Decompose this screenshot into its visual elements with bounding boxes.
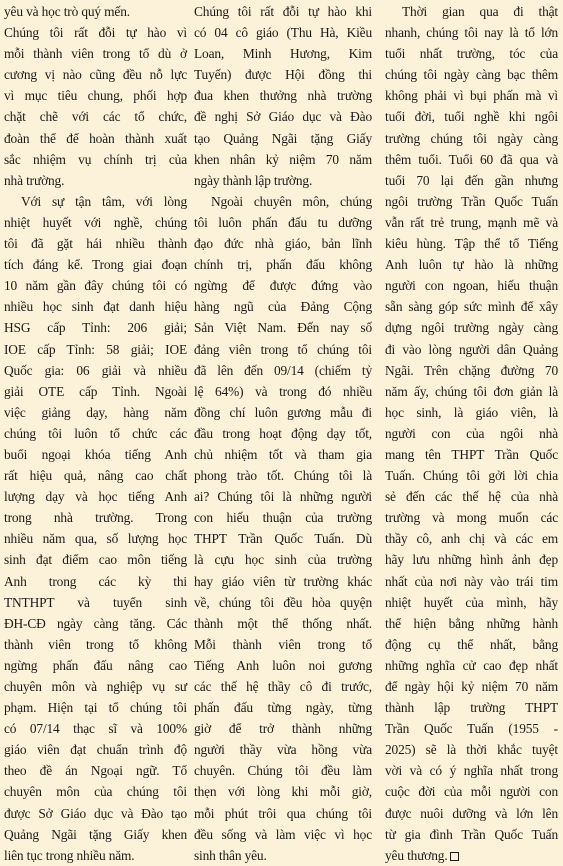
text-line: đoàn thể để hoàn thành xuất [4,130,187,146]
text-line: hãy lưu những hình ảnh đẹp [385,552,558,568]
text-line: phạm. Hiện tại tổ chúng tôi [4,700,187,716]
text-line: IOE cấp Tỉnh: 58 giải; IOE [4,341,187,357]
text-line: theo đề án Ngoại ngữ. Tổ [4,763,187,779]
text-line: vì mục tiêu chung, phối hợp [4,88,187,104]
text-line: vời và có ý nghĩa nhất trong [385,763,558,779]
text-line: tích đáng kể. Trong giai đoạn [4,257,187,273]
text-line: thể hiện bằng những hành [385,615,558,631]
text-line: năm ấy, chúng tôi đơn giản là [385,383,558,399]
text-line: thành một thể thống nhất. [194,615,372,631]
text-line: về, chúng tôi đều hòa quyện [194,594,372,610]
text-line: trường chúng tôi ngày càng [385,130,558,146]
text-line: có 07/14 thạc sĩ và 100% [4,721,187,737]
text-line: ai? Chúng tôi là những người [194,489,372,505]
text-line: chuyên. Chúng tôi đều làm [194,763,372,779]
text-line: nhiệt huyết của mình, hãy [385,594,558,610]
text-line: ngừng để được đứng vào [194,278,372,294]
text-line: tuổi 70 lại đến gần nhưng [385,172,558,188]
text-line: giờ để trở thành những [194,721,372,737]
text-column-1 [4,0,187,863]
text-column-2 [194,0,372,863]
text-line: người con ngoan, hiếu thuận [385,278,558,294]
text-line: giáo viên đạt chuẩn trình độ [4,742,187,758]
text-line: chuyên môn của chúng tôi [4,784,187,800]
text-line: lệ 64%) và trong đó nhiều [194,383,372,399]
text-line: sẻ đến các thế hệ của nhà [385,489,558,505]
text-line: động cụ thể nhất, bằng [385,636,558,652]
text-line: không phải vì bụi phấn mà vì [385,88,558,104]
text-line: mang tên THPT Trần Quốc [385,446,558,462]
text-line: đạo đức nhà giáo, bản lĩnh [194,236,372,252]
end-of-article-icon [450,852,459,861]
text-line: lượng dạy và học tiếng Anh [4,489,187,505]
text-line: Ngãi. Trên chặng đường 70 [385,362,558,378]
text-line: Anh trong các kỳ thi [4,573,187,589]
text-line: chúng tôi luôn tổ chức các [4,425,187,441]
text-line: phấn đấu từng ngày, từng [194,700,372,716]
text-line: nhất của nơi này vào trái tim [385,573,558,589]
text-line: yêu và học trò quý mến. [4,4,130,19]
text-column-3 [385,0,558,863]
text-line: đồng chí luôn gương mẫu đi [194,404,372,420]
text-line: liên tục trong nhiều năm. [4,847,135,863]
text-line: THPT Trần Quốc Tuấn. Dù [194,531,372,547]
text-line: sinh thân yêu. [194,847,267,863]
text-line: 2025) sẽ là thời khắc tuyệt [385,742,558,758]
text-line: Thời gian qua đi thật [402,4,558,19]
text-line: tạo Quảng Ngãi tặng Giấy [194,130,372,146]
text-line: đi vào lòng người dân Quảng [385,341,558,357]
text-line: Ngoài chuyên môn, chúng [211,193,372,209]
text-line: thành viên trong tổ không [4,636,187,652]
text-line: Tiếng Anh luôn noi gương [194,657,372,673]
text-line: nhà trường. [4,172,65,188]
text-line: chính trị, phấn đấu không [194,257,372,273]
text-line: tuổi nhất trường, tóc của [385,46,558,62]
text-line: con hiếu thuận của trường [194,510,372,526]
text-line: thầy cô, anh chị và các em [385,531,558,547]
text-line: yêu thương. [385,845,558,866]
text-line: rất hiệu quả, nâng cao chất [4,468,187,484]
text-line: đã lên đến 09/14 (chiếm tỷ [194,362,372,378]
text-line: hay giáo viên từ trường khác [194,573,372,589]
text-line: các thế hệ thầy cô đi trước, [194,679,372,694]
text-line: Quốc gia: 06 giải và nhiều [4,362,187,378]
text-line: là cựu học sinh của trường [194,552,372,568]
text-line: những nghĩa cử cao đẹp nhất [385,657,558,673]
text-line: TNTHPT và tuyển sinh [4,594,187,610]
text-line: buổi ngoại khóa tiếng Anh [4,446,187,462]
text-line: Quảng Ngãi tặng Giấy khen [4,826,187,842]
text-line: khen nhân kỷ niệm 70 năm [194,151,372,167]
text-line: kiêu hùng. Tập thể tổ Tiếng [385,236,558,252]
text-line: ĐH-CĐ ngày càng tăng. Các [4,615,187,631]
text-line: phong trào tốt. Chúng tôi là [194,468,372,484]
text-line: Chúng tôi rất đỗi tự hào vì [4,25,187,41]
text-line: tuổi đời, tuổi nghề khi ngôi [385,109,558,125]
text-line: ngày thành lập trường. [194,172,313,188]
text-line: sẵn sàng góp sức mình để xây [385,299,558,315]
text-line: sinh đạt điểm cao môn tiếng [4,552,187,568]
text-line: Với sự tận tâm, với lòng [21,193,187,209]
text-line: cương vị nào cũng đều nỗ lực [4,67,187,83]
text-line: 10 năm gần đây chúng tôi có [4,278,187,294]
text-line: đảng viên trong tổ chúng tôi [194,341,372,357]
text-line: HSG cấp Tỉnh: 206 giải; [4,320,187,336]
text-line: nhanh, chúng tôi nay là tổ lớn [385,25,558,41]
text-line: thêm tuổi. Tuổi 60 đã qua và [385,151,558,167]
text-line: tôi luôn phấn đấu tu dưỡng [194,214,372,230]
text-line: trong nhà trường. Trong [4,510,187,526]
text-line: nhiều học sinh đạt danh hiệu [4,299,187,315]
text-line: sắc nhiệm vụ chính trị của [4,151,187,167]
text-line: Anh luôn tự hào là những [385,257,558,273]
text-line: Tuấn. Chúng tôi gởi lời chia [385,468,558,484]
text-line: đua khen thưởng nhà trường [194,88,372,104]
text-line: việc giảng dạy, hàng năm [4,404,187,420]
text-line: chủ nhiệm tốt và tham gia [194,446,372,462]
text-line: chuyên môn và nghiệp vụ sư [4,679,187,694]
text-line: đề nghị Sở Giáo dục và Đào [194,109,372,125]
text-line: Chúng tôi rất đỗi tự hào khi [194,4,372,19]
text-line: đầu trong hoạt động dạy tốt, [194,425,372,441]
text-line: học sinh, là giáo viên, là [385,404,558,420]
text-line: dựng ngôi trường ngày càng [385,320,558,336]
text-line: nhiều năm qua, số lượng học [4,531,187,547]
text-line: chặt chẽ với các tổ chức, [4,109,187,125]
text-line: tôi đã gặt hái nhiều thành [4,236,187,252]
text-line: cuộc đời của mỗi người con [385,784,558,800]
text-line: người con của ngôi nhà [385,425,558,441]
text-line: được nuôi dưỡng và lớn lên [385,805,558,821]
text-line: thành lập trường THPT [385,700,558,716]
text-line: thẹn với lòng khi mỗi giờ, [194,784,372,800]
text-line: ngừng phấn đấu nâng cao [4,657,187,673]
text-line: trường và mong muốn các [385,510,558,526]
text-line: ngôi trường Trần Quốc Tuấn [385,193,558,209]
text-line: chúng tôi ngày càng bạc thêm [385,67,558,83]
text-line: Trần Quốc Tuấn (1955 - [385,721,558,737]
text-line: vẫn rất trẻ trung, mạnh mẽ và [385,214,558,230]
text-line: Mỗi thành viên trong tổ [194,636,372,652]
text-line: có 04 cô giáo (Thu Hà, Kiều [194,25,372,41]
text-line: mỗi thành viên trong tổ dù ở [4,46,187,62]
text-line: Tuyến) được Hội đồng thi [194,67,372,83]
text-line: để ngày hội kỷ niệm 70 năm [385,679,558,694]
text-line: nhiệt huyết với nghề, chúng [4,214,187,230]
text-line: mỗi phút trôi qua chúng tôi [194,805,372,821]
text-line: hàng ngũ của Đảng Cộng [194,299,372,315]
text-line: giải OTE cấp Tỉnh. Ngoài [4,383,187,399]
text-line: được Sở Giáo dục và Đào tạo [4,805,187,821]
text-line: đều sống và làm việc vì học [194,826,372,842]
text-line: người thầy vừa hồng vừa [194,742,372,758]
text-line: từ gia đình Trần Quốc Tuấn [385,826,558,842]
text-line: Loan, Minh Hương, Kim [194,46,372,62]
text-line: Sản Việt Nam. Đến nay số [194,320,372,336]
